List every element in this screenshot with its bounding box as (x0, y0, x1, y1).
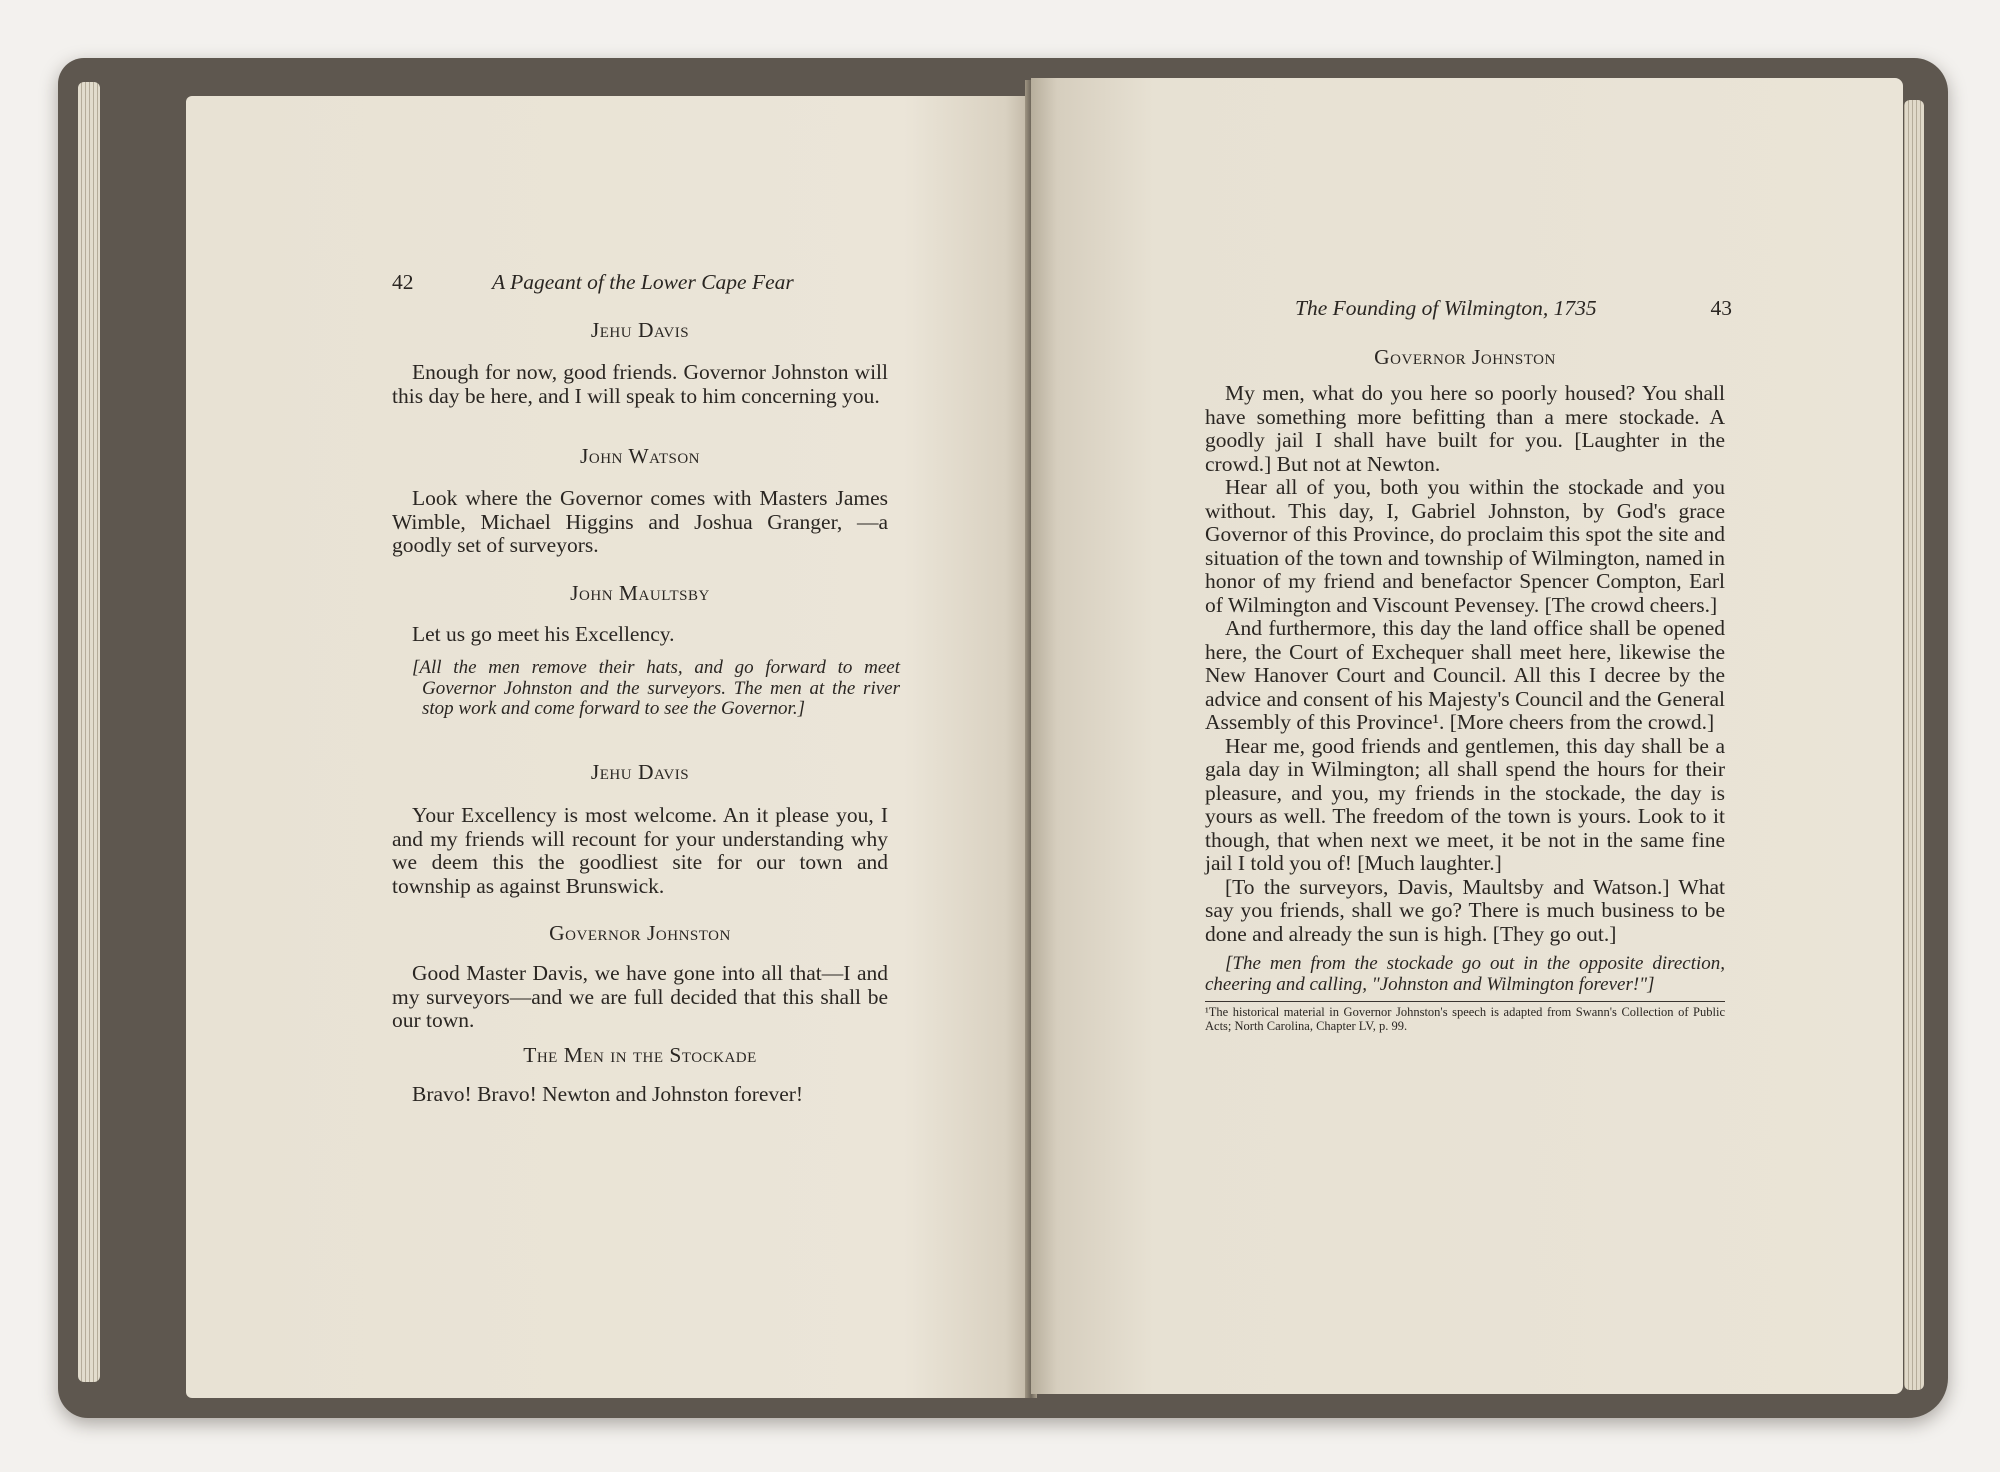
speech-paragraph: Hear all of you, both you within the stockade and you without. This day, I, Gabriel Johnston, by God's grace Governor of this Province, do proclaim this spot the site and situation of the town and township of Wilmington, named in honor of my friend and benefactor Spencer Compton, Earl of Wilmington and Viscount Pevensey. [The crowd cheers.] (1205, 475, 1725, 617)
stage-direction: [All the men remove their hats, and go forward to meet Governor Johnston and the surveyors. The men at the river stop work and come forward to see the Governor.] (412, 657, 900, 719)
stage-direction: [The men from the stockade go out in the opposite direction, cheering and calling, "Johnston and Wilmington forever!"] (1205, 953, 1725, 995)
speaker-heading: The Men in the Stockade (523, 1043, 757, 1067)
speaker-heading: Jehu Davis (590, 318, 690, 342)
speech-paragraph: Hear me, good friends and gentlemen, this day shall be a gala day in Wilmington; all shall spend the hours for their pleasure, and you, my friends in the stockade, the day is yours as well. The freedom of the town is yours. Look to it though, that when next we meet, it be not in the same fine jail I told you of! [Much laughter.] (1205, 733, 1725, 875)
page-edges-right (1904, 100, 1924, 1390)
left-running-head: A Pageant of the Lower Cape Fear (492, 270, 794, 294)
speaker-heading: John Watson (580, 444, 700, 468)
speaker-heading: Governor Johnston (1374, 345, 1556, 369)
dialogue-text: Enough for now, good friends. Governor Johnston will this day be here, and I will speak to him concerning you. (392, 360, 888, 408)
page-edges-left (78, 82, 100, 1382)
speech-paragraph: My men, what do you here so poorly housed? You shall have something more befitting than a mere stockade. A goodly jail I shall have built for you. [Laughter in the crowd.] But not at Newton. (1205, 381, 1725, 476)
right-page-number: 43 (1710, 296, 1732, 320)
speaker-heading: Jehu Davis (590, 760, 690, 784)
footnote-rule (1205, 1001, 1725, 1002)
footnote: ¹The historical material in Governor Johnston's speech is adapted from Swann's Collection of Public Acts; North Carolina, Chapter LV, p. 99. (1205, 1005, 1725, 1033)
right-running-head: The Founding of Wilmington, 1735 (1295, 296, 1597, 320)
speech-paragraph: [To the surveyors, Davis, Maultsby and Watson.] What say you friends, shall we go? There is much business to be done and already the sun is high. [They go out.] (1205, 874, 1725, 946)
speaker-heading: Governor Johnston (549, 921, 731, 945)
speech-paragraph: And furthermore, this day the land office shall be opened here, the Court of Exchequer shall meet here, likewise the New Hanover Court and Council. All this I decree by the advice and consent of his Majesty's Council and the General Assembly of this Province¹. [More cheers from the crowd.] (1205, 616, 1725, 734)
speaker-heading: John Maultsby (570, 581, 710, 605)
dialogue-text: Your Excellency is most welcome. An it please you, I and my friends will recount for your understanding why we deem this the goodliest site for our town and township as against Brunswick. (392, 803, 888, 898)
left-page-number: 42 (392, 270, 414, 294)
dialogue-text: Good Master Davis, we have gone into all that—I and my surveyors—and we are full decided that this shall be our town. (392, 961, 888, 1032)
left-page (186, 96, 1031, 1398)
dialogue-text: Bravo! Bravo! Newton and Johnston forever! (412, 1082, 804, 1106)
dialogue-text: Let us go meet his Excellency. (412, 622, 675, 646)
speech-body (1205, 382, 1725, 1033)
right-page (1031, 78, 1903, 1394)
dialogue-text: Look where the Governor comes with Masters James Wimble, Michael Higgins and Joshua Granger, —a goodly set of surveyors. (392, 486, 888, 557)
